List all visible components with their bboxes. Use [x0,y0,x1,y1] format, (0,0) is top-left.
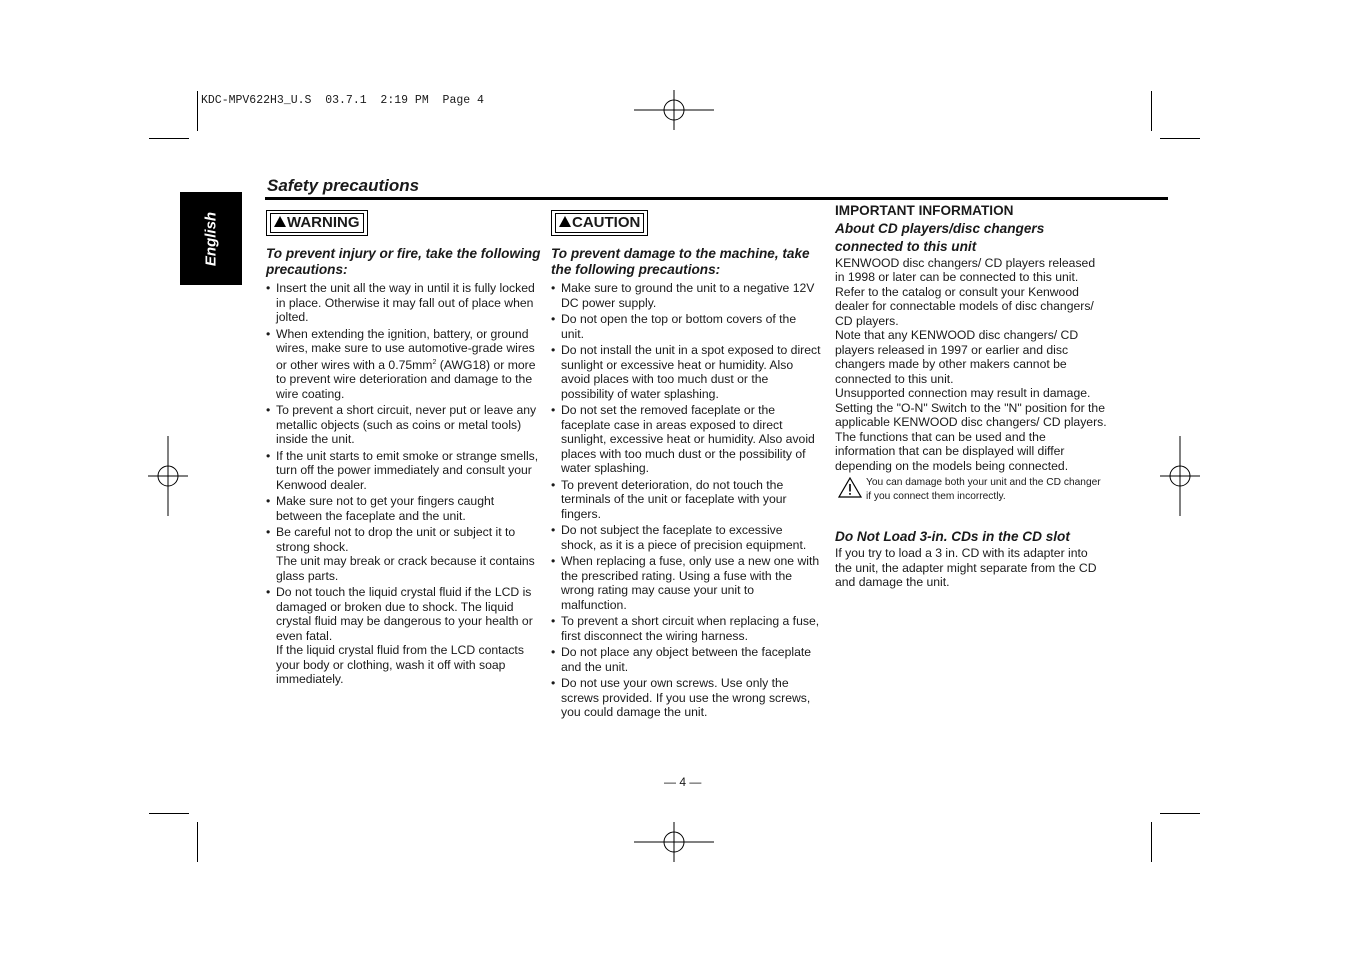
list-item: • Do not install the unit in a spot exposed to direct sunlight or excessive heat or humidity. Also avoid places with too much dust or the possibility of water splashing. [551,343,821,401]
warning-column [266,210,541,689]
caution-triangle-icon [559,216,571,227]
warning-lead: To prevent injury or fire, take the following precautions: [266,246,541,277]
caution-column [551,210,821,722]
paragraph: Unsupported connection may result in damage. [835,386,1091,400]
list-item: • Do not open the top or bottom covers of the unit. [551,312,821,341]
registration-mark-bottom [634,822,714,862]
caution-label: CAUTION [572,214,641,231]
section-title: Safety precautions [267,176,420,195]
list-item: • To prevent a short circuit when replacing a fuse, first disconnect the wiring harness. [551,614,821,643]
paragraph: The functions that can be used and the information that can be displayed will differ depending on the models being connected. [835,429,1069,473]
caution-lead: To prevent damage to the machine, take the following precautions: [551,246,810,277]
registration-mark-right [1160,436,1200,516]
list-item: • Do not touch the liquid crystal fluid if the LCD is damaged or broken due to shock. The liquid crystal fluid may be dangerous to your health or even fatal. If the liquid crystal fluid from the LCD contacts your body or clothing, wash it off with soap immediately. [266,585,541,687]
list-item: • When replacing a fuse, only use a new one with the prescribed rating. Using a fuse with the wrong rating may cause your unit to malfunction. [551,554,821,612]
important-heading: IMPORTANT INFORMATION [835,203,1014,218]
cd-slot-text: If you try to load a 3 in. CD with its adapter into the unit, the adapter might separate from the CD and damage the unit. [835,546,1097,589]
crop-mark [1160,813,1200,814]
caution-badge [551,210,648,236]
crop-mark [149,813,189,814]
list-item: • Be careful not to drop the unit or subject it to strong shock. The unit may break or crack because it contains glass parts. [266,525,541,583]
language-tab [180,192,242,285]
paragraph: Note that any KENWOOD disc changers/ CD players released in 1997 or earlier and disc changers made by other makers cannot be connected to this unit. [835,328,1079,386]
crop-mark [149,138,189,139]
cd-slot-heading: Do Not Load 3-in. CDs in the CD slot [835,529,1070,544]
damage-warning-text: You can damage both your unit and the CD changer if you connect them incorrectly. [866,477,1101,502]
list-item: • Do not use your own screws. Use only the screws provided. If you use the wrong screws, you could damage the unit. [551,676,821,720]
list-item: • To prevent deterioration, do not touch the terminals of the unit or faceplate with your fingers. [551,478,821,522]
crop-mark [197,91,198,131]
list-item: • Do not place any object between the faceplate and the unit. [551,645,821,674]
list-item: • If the unit starts to emit smoke or strange smells, turn off the power immediately and consult your Kenwood dealer. [266,449,541,493]
registration-mark-top [634,90,714,130]
crop-mark [1151,822,1152,862]
list-item: • To prevent a short circuit, never put or leave any metallic objects (such as coins or metal tools) inside the unit. [266,403,541,447]
paragraph: Setting the "O-N" Switch to the "N" position for the applicable KENWOOD disc changers/ CD players. [835,400,1107,429]
page-number: — 4 — [664,775,702,789]
paragraph: KENWOOD disc changers/ CD players released in 1998 or later can be connected to this unit. [835,255,1096,284]
warning-list [266,281,541,687]
paragraph: Refer to the catalog or consult your Kenwood dealer for connectable models of disc changers/ CD players. [835,284,1094,328]
print-header: KDC-MPV622H3_U.S 03.7.1 2:19 PM Page 4 [201,94,484,107]
crop-mark [1151,91,1152,131]
list-item: • When extending the ignition, battery, or ground wires, make sure to use automotive-grade wires or other wires with a $0.75mm^2$ (AWG18) or more to prevent wire deterioration and damage to the wire coating. [266,327,541,402]
list-item: • Do not set the removed faceplate or the faceplate case in areas exposed to direct sunlight, excessive heat or humidity. Also avoid places with too much dust or the possibility of water splashing. [551,403,821,476]
list-item: • Do not subject the faceplate to excessive shock, as it is a piece of precision equipment. [551,523,821,552]
caution-list [551,281,821,720]
warning-badge [266,210,368,236]
damage-warning-note [835,476,1107,504]
title-rule [265,197,1168,200]
cd-players-heading: About CD players/disc changers connected to this unit [835,220,1045,254]
warning-label: WARNING [287,214,360,231]
language-label: English [202,211,220,266]
crop-mark [1160,138,1200,139]
list-item: • Insert the unit all the way in until it is fully locked in place. Otherwise it may fall out of place when jolted. [266,281,541,325]
crop-mark [197,822,198,862]
important-column [835,204,1107,590]
list-item: • Make sure to ground the unit to a negative 12V DC power supply. [551,281,821,310]
list-item: • Make sure not to get your fingers caught between the faceplate and the unit. [266,494,541,523]
warning-triangle-icon [838,477,862,498]
registration-mark-left [148,436,188,516]
warning-triangle-icon [274,216,286,227]
